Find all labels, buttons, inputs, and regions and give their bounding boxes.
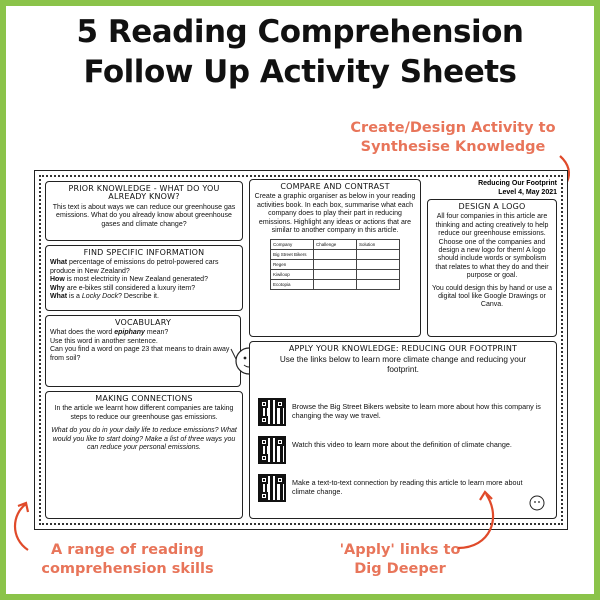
- table-row: Regen: [271, 260, 400, 270]
- prior-knowledge-heading: PRIOR KNOWLEDGE - WHAT DO YOU ALREADY KNOW?: [68, 184, 220, 202]
- compare-contrast-box: [249, 179, 421, 337]
- graphic-organiser-table: [270, 239, 400, 290]
- find-info-q3: Why are e-bikes still considered a luxury item?: [50, 284, 196, 292]
- find-info-heading: FIND SPECIFIC INFORMATION: [83, 248, 205, 257]
- apply-knowledge-box: [249, 341, 557, 519]
- callout-line: Synthesise Knowledge: [360, 139, 546, 155]
- apply-link-article[interactable]: Make a text-to-text connection by reading this article to learn more about climate change.: [292, 478, 523, 496]
- callout-reading-skills: [40, 541, 215, 579]
- table-header: Solution: [357, 240, 400, 250]
- callout-line: 'Apply' links to: [339, 542, 461, 558]
- page-title-line2: Follow Up Activity Sheets: [83, 54, 517, 90]
- table-header: Company: [271, 240, 314, 250]
- vocabulary-line3: Can you find a word on page 23 that means to drain away from soil?: [50, 346, 230, 362]
- apply-knowledge-intro: Use the links below to learn more climate change and reducing your footprint.: [279, 355, 527, 375]
- callout-line: A range of reading: [51, 542, 204, 558]
- apply-link-video[interactable]: Watch this video to learn more about the definition of climate change.: [292, 440, 512, 449]
- apply-knowledge-heading: APPLY YOUR KNOWLEDGE: REDUCING OUR FOOTPRINT: [288, 344, 518, 353]
- find-info-box: [45, 245, 243, 311]
- vocabulary-line2: Use this word in another sentence.: [50, 337, 158, 345]
- curved-arrow-icon: [450, 488, 510, 554]
- callout-line: comprehension skills: [41, 561, 214, 577]
- sheet-header-title: Reducing Our Footprint: [478, 180, 557, 187]
- table-row: Big Street Bikers: [271, 250, 400, 260]
- activity-sheet: [34, 170, 568, 530]
- callout-line: Dig Deeper: [354, 561, 446, 577]
- sheet-header-level: Level 4, May 2021: [498, 189, 557, 196]
- table-row: Ecotopia: [271, 280, 400, 290]
- table-header: Challenge: [314, 240, 357, 250]
- page-title-line1: 5 Reading Comprehension: [76, 14, 524, 50]
- find-info-q4: What is a Locky Dock? Describe it.: [50, 293, 159, 301]
- making-connections-text: In the article we learnt how different companies are taking steps to reduce our greenhouse gas emissions.: [54, 405, 234, 421]
- prior-knowledge-box: [45, 181, 243, 241]
- compare-contrast-heading: COMPARE AND CONTRAST: [280, 182, 390, 191]
- qr-code-icon[interactable]: [258, 398, 286, 426]
- design-logo-heading: DESIGN A LOGO: [458, 202, 526, 211]
- qr-code-icon[interactable]: [258, 436, 286, 464]
- apply-link-bikers[interactable]: Browse the Big Street Bikers website to learn more about how this company is changing the way we travel.: [292, 402, 541, 420]
- compare-contrast-text: Create a graphic organiser as below in your reading activities book. In each box, summarise what each company does to play their part in reducing emissions. Highlight any ideas or actions that are similar to another company in this article.: [254, 193, 416, 235]
- small-doodle-icon: [526, 492, 548, 512]
- making-connections-question: What do you do in your daily life to reduce emissions? What would you like to start doing? Make a list of three ways you can reduce your personal emissions.: [51, 427, 237, 452]
- vocabulary-box: [45, 315, 241, 387]
- design-logo-box: [427, 199, 557, 337]
- making-connections-box: [45, 391, 243, 519]
- find-info-q2: How is most electricity in New Zealand generated?: [50, 276, 208, 284]
- prior-knowledge-text: This text is about ways we can reduce our greenhouse gas emissions. What do you already know about greenhouse gases and climate change?: [52, 203, 236, 228]
- callout-line: Create/Design Activity to: [350, 120, 556, 136]
- design-logo-text: All four companies in this article are thinking and acting creatively to help reduce our greenhouse emissions.: [435, 213, 549, 238]
- vocabulary-line1: What does the word epiphany mean?: [50, 329, 169, 337]
- making-connections-heading: MAKING CONNECTIONS: [95, 394, 193, 403]
- design-logo-text: Choose one of the companies and design a new logo for them! A logo should include words or symbolism that relates to what they do and their purpose or goal.: [435, 238, 549, 280]
- find-info-q1: What percentage of emissions do petrol-powered cars produce in New Zealand?: [50, 259, 219, 275]
- sheet-header: [478, 179, 557, 197]
- vocabulary-heading: VOCABULARY: [114, 318, 172, 327]
- design-logo-text: You could design this by hand or use a digital tool like Google Drawings or Canva.: [432, 284, 552, 309]
- qr-code-icon[interactable]: [258, 474, 286, 502]
- table-row: Kiwiloop: [271, 270, 400, 280]
